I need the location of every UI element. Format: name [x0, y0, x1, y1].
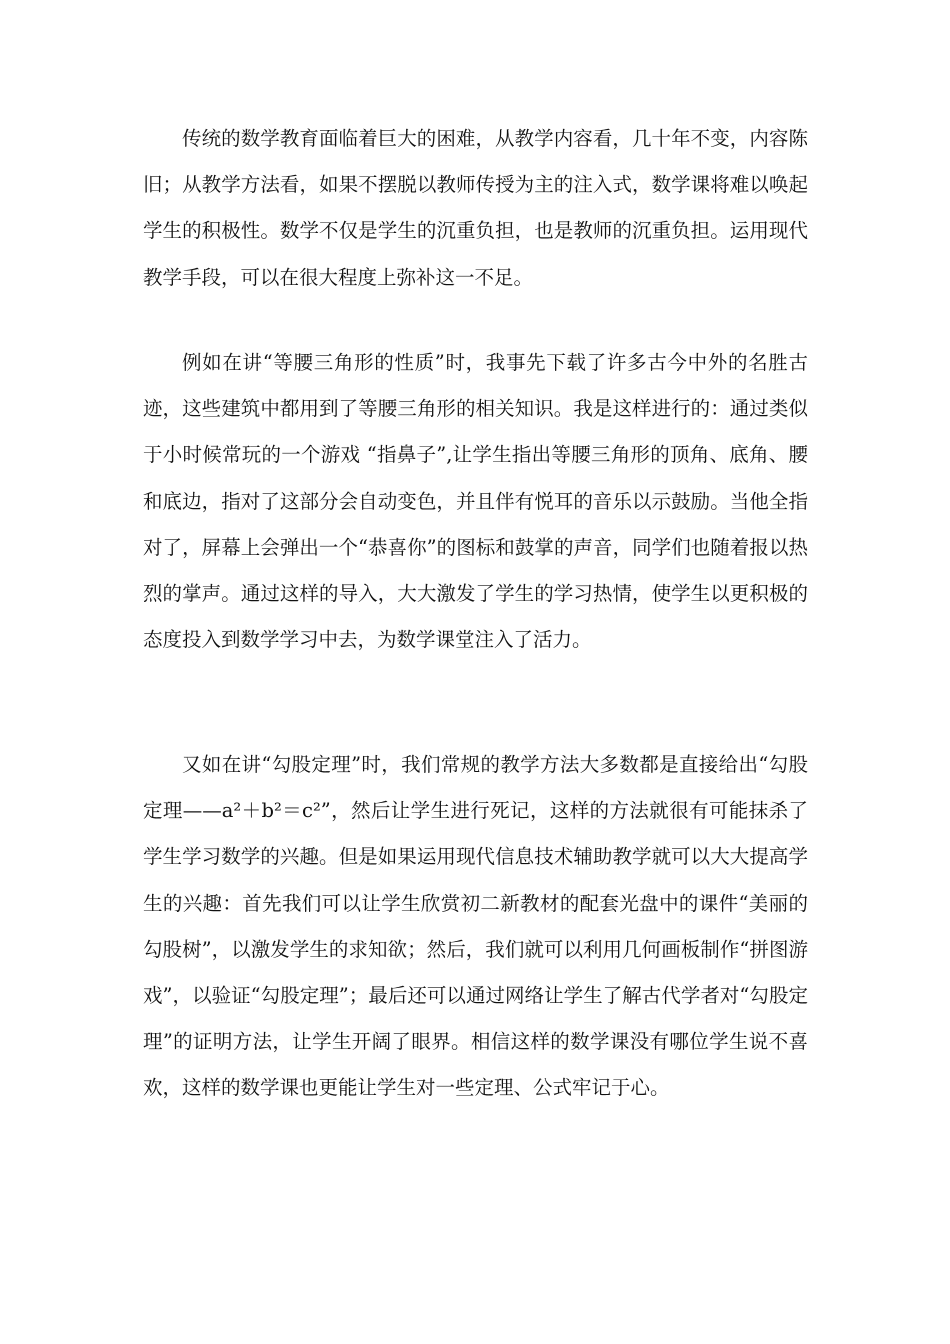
- paragraph-3: 又如在讲“勾股定理”时，我们常规的教学方法大多数都是直接给出“勾股定理——a²＋b²＝c²”，然后让学生进行死记，这样的方法就很有可能抹杀了学生学习数学的兴趣。但是如果运用现代信息技术辅助教学就可以大大提高学生的兴趣：首先我们可以让学生欣赏初二新教材的配套光盘中的课件“美丽的勾股树”，以激发学生的求知欲；然后，我们就可以利用几何画板制作“拼图游戏”，以验证“勾股定理”；最后还可以通过网络让学生了解古代学者对“勾股定理”的证明方法，让学生开阔了眼界。相信这样的数学课没有哪位学生说不喜欢，这样的数学课也更能让学生对一些定理、公式牢记于心。: [143, 753, 808, 1100]
- paragraph-2: 例如在讲“等腰三角形的性质”时，我事先下载了许多古今中外的名胜古迹，这些建筑中都用到了等腰三角形的相关知识。我是这样进行的：通过类似于小时候常玩的一个游戏 “指鼻子”,让学生指出等腰三角形的顶角、底角、腰和底边，指对了这部分会自动变色，并且伴有悦耳的音乐以示鼓励。当他全指对了，屏幕上会弹出一个“恭喜你”的图标和鼓掌的声音，同学们也随着报以热烈的掌声。通过这样的导入，大大激发了学生的学习热情，使学生以更积极的态度投入到数学学习中去，为数学课堂注入了活力。: [143, 351, 808, 652]
- paragraph-1: 传统的数学教育面临着巨大的困难，从教学内容看，几十年不变，内容陈旧；从教学方法看，如果不摆脱以教师传授为主的注入式，数学课将难以唤起学生的积极性。数学不仅是学生的沉重负担，也是教师的沉重负担。运用现代教学手段，可以在很大程度上弥补这一不足。: [143, 127, 808, 289]
